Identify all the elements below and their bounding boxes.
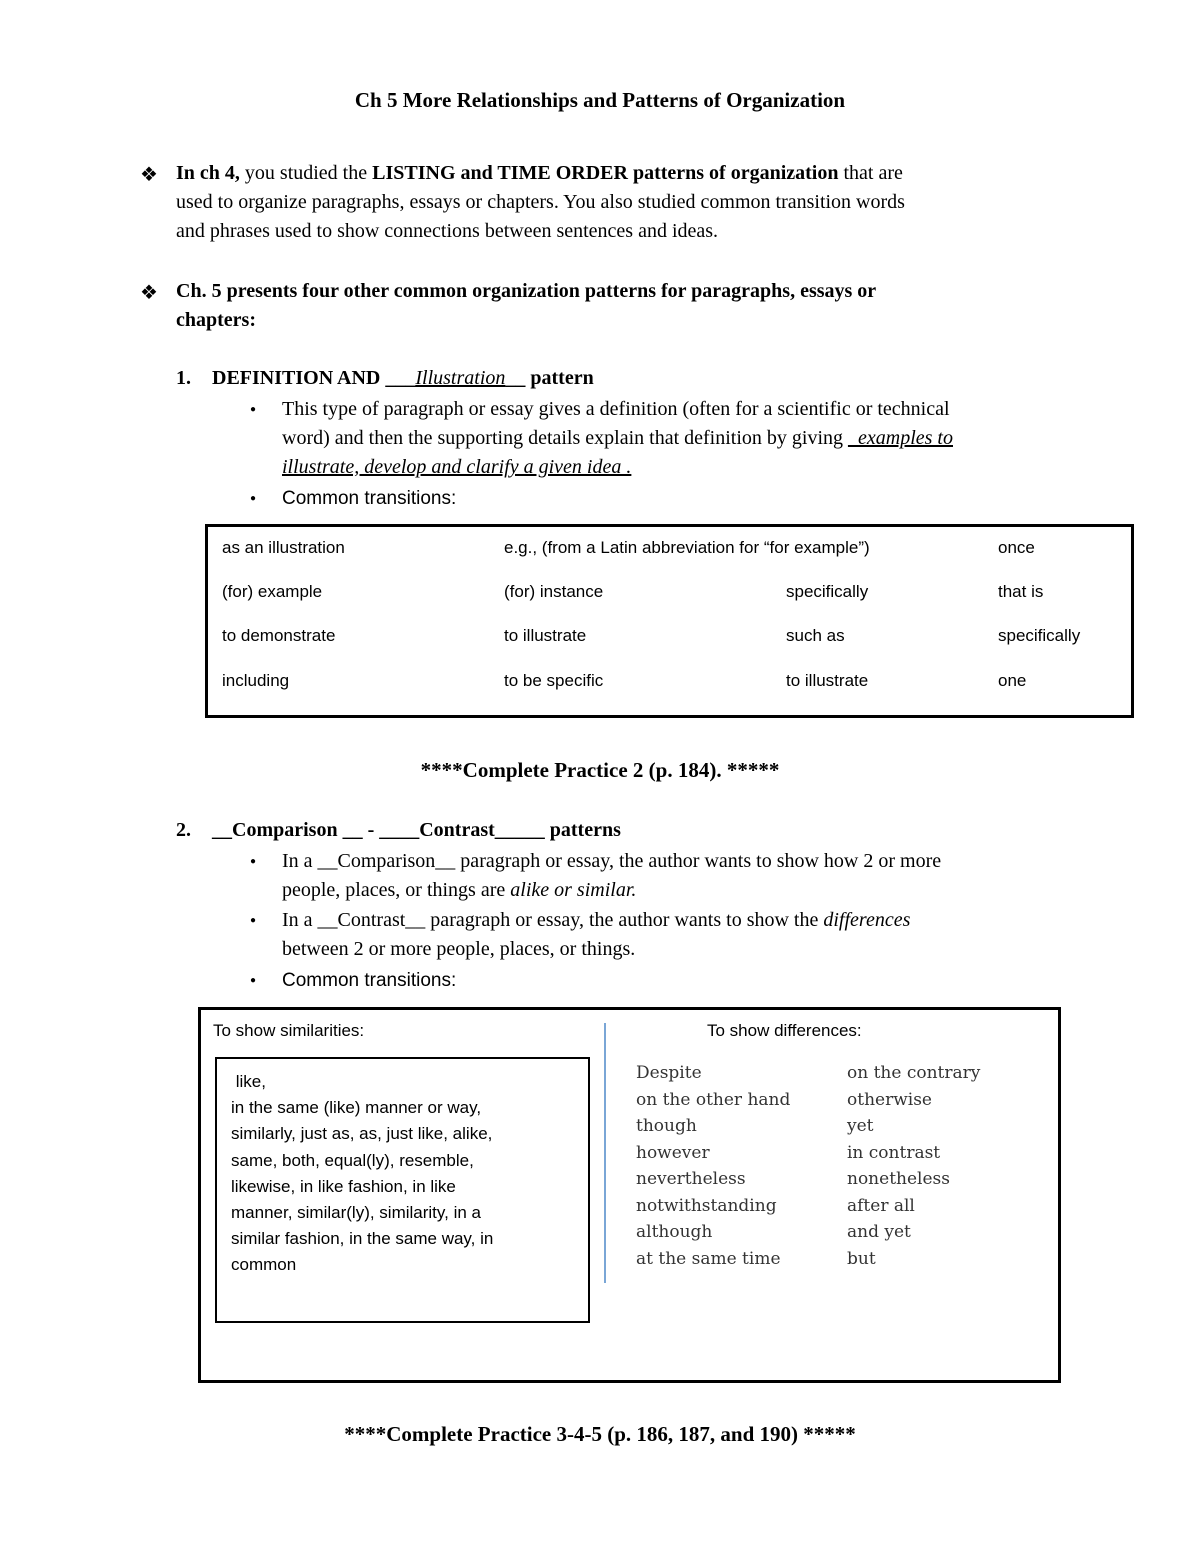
section2-b1-line2b: alike or similar. [510,879,637,901]
similarity-line: similarly, just as, as, just like, alike, [231,1124,493,1144]
section1-heading-a: DEFINITION AND ___ [212,367,416,389]
section1-desc-line2b: _examples to [848,427,953,449]
section1-heading-b: __ pattern [505,367,594,389]
similarities-box [215,1057,590,1323]
section2-transitions-label: Common transitions: [282,970,457,991]
section1-heading-fill: Illustration [415,367,506,389]
differences-label: To show differences: [707,1021,862,1040]
similarities-list [231,1069,493,1279]
transitions-box-compare-contrast [198,1007,1061,1383]
difference-item: in contrast [847,1142,941,1163]
practice-instruction: ****Complete Practice 2 (p. 184). ***** [420,758,780,782]
bullet1-text2: that are [838,162,903,184]
differences-column-1 [636,1060,790,1272]
bullet1-bold: LISTING and TIME ORDER patterns of organization [372,162,839,184]
difference-item: on the other hand [636,1089,791,1110]
table-cell: to be specific [504,671,604,690]
section1-desc-line3: illustrate, develop and clarify a given idea . [282,456,632,478]
difference-item: though [636,1116,697,1136]
section1-desc-line1: This type of paragraph or essay gives a definition (often for a scientific or technical [282,398,950,420]
table-cell: e.g., (from a Latin abbreviation for “for example”) [504,538,870,557]
table-cell: that is [998,582,1044,601]
table-cell: including [222,671,290,690]
bullet1-line2: used to organize paragraphs, essays or chapters. You also studied common transition words [176,191,905,213]
similarity-line: likewise, in like fashion, in like [231,1176,456,1196]
similarity-line: like, [231,1072,266,1091]
bullet-dot-icon: ● [250,915,257,926]
table-cell: specifically [998,626,1081,645]
section1-desc-line2 [282,424,953,453]
similarity-line: in the same (like) manner or way, [231,1098,482,1118]
differences-column-2 [847,1060,980,1272]
section2-b2-line2: between 2 or more people, places, or things. [282,938,636,960]
table-cell: one [998,671,1027,690]
bullet1-lead: In ch 4, [176,162,240,184]
section1-desc-line2a: word) and then the supporting details explain that definition by giving [282,427,849,449]
difference-item: after all [847,1195,915,1216]
similarities-label: To show similarities: [213,1021,365,1040]
difference-item: notwithstanding [636,1195,777,1216]
difference-item: nevertheless [636,1169,746,1189]
section2-number: 2. [176,819,191,841]
difference-item: Despite [636,1063,702,1083]
transitions-table-definition [205,524,1134,718]
table-cell: as an illustration [222,538,345,557]
difference-item: and yet [847,1222,911,1242]
section2-b1-line1: In a __Comparison__ paragraph or essay, the author wants to show how 2 or more [282,850,942,872]
table-cell: once [998,538,1035,557]
column-divider [604,1023,606,1283]
similarity-line: similar fashion, in the same way, in [231,1229,494,1249]
section1-heading [212,364,594,393]
difference-item: but [847,1248,876,1269]
difference-item: otherwise [847,1089,932,1110]
bullet-dot-icon: ● [250,404,257,415]
section1-number: 1. [176,367,191,389]
difference-item: on the contrary [847,1063,981,1083]
bullet1-text1: you studied the [239,162,373,184]
difference-item: nonetheless [847,1169,950,1189]
diamond-bullet-icon: ❖ [140,164,158,186]
bullet1-line1 [176,159,903,188]
table-cell: to illustrate [504,626,587,645]
table-cell: (for) instance [504,582,604,601]
section2-b2-line1a: In a __Contrast__ paragraph or essay, the author wants to show the [282,909,824,931]
bullet2-line1: Ch. 5 presents four other common organization patterns for paragraphs, essays or [176,280,877,302]
similarity-line: manner, similar(ly), similarity, in a [231,1203,482,1223]
difference-item: although [636,1222,713,1242]
section1-transitions-label: Common transitions: [282,488,457,509]
bullet2-line2: chapters: [176,309,256,331]
difference-item: at the same time [636,1248,781,1269]
similarity-line: same, both, equal(ly), resemble, [231,1150,474,1170]
table-cell: such as [786,626,845,645]
table-cell: specifically [786,582,869,601]
bullet1-line3: and phrases used to show connections between sentences and ideas. [176,220,719,242]
bullet-dot-icon: ● [250,975,257,986]
difference-item: yet [847,1116,874,1136]
diamond-bullet-icon: ❖ [140,282,158,304]
bullet-dot-icon: ● [250,493,257,504]
practice-instruction: ****Complete Practice 3-4-5 (p. 186, 187, and 190) ***** [344,1422,856,1446]
table-cell: to illustrate [786,671,869,690]
section2-b2-line1b: differences [823,909,911,931]
section2-b1-line2a: people, places, or things are [282,879,511,901]
section2-b1-line2 [282,876,636,905]
section2-b2-line1 [282,906,910,935]
similarity-line: common [231,1255,297,1275]
difference-item: however [636,1142,710,1163]
bullet-dot-icon: ● [250,856,257,867]
page-title: Ch 5 More Relationships and Patterns of Organization [354,88,846,112]
section2-heading: __Comparison __ - ____Contrast_____ patterns [212,819,621,841]
table-cell: (for) example [222,582,323,601]
table-cell: to demonstrate [222,626,336,645]
